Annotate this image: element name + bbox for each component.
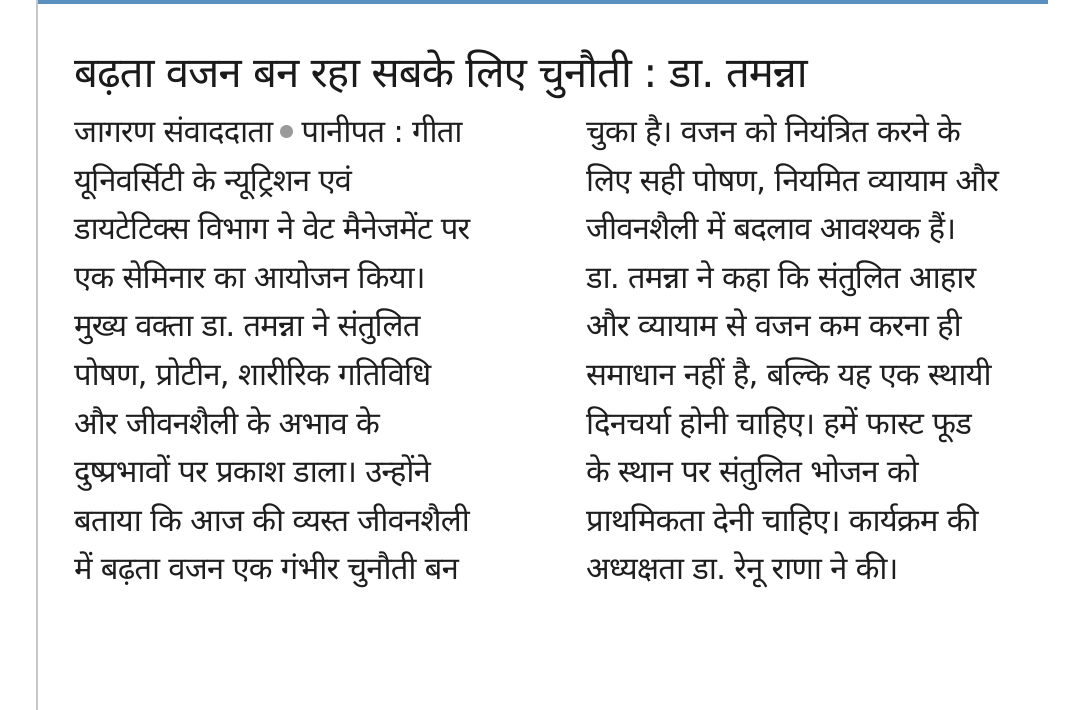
- bullet-dot-icon: [280, 125, 293, 138]
- body-text-line: डा. तमन्ना ने कहा कि संतुलित आहार: [586, 259, 976, 296]
- body-text-line: डायटेटिक्स विभाग ने वेट मैनेजमेंट पर: [74, 211, 470, 248]
- article-column-left: [74, 108, 544, 594]
- body-text-line: समाधान नहीं है, बल्कि यह एक स्थायी: [586, 356, 991, 393]
- body-text-line: बताया कि आज की व्यस्त जीवनशैली: [74, 502, 469, 539]
- body-text-line: दुष्प्रभावों पर प्रकाश डाला। उन्होंने: [74, 454, 430, 491]
- body-text-line: यूनिवर्सिटी के न्यूट्रिशन एवं: [74, 162, 352, 199]
- body-text-line: लिए सही पोषण, नियमित व्यायाम और: [586, 162, 999, 199]
- body-text-line: और व्यायाम से वजन कम करना ही: [586, 308, 961, 345]
- body-text-line: अध्यक्षता डा. रेनू राणा ने की।: [586, 551, 898, 588]
- byline-reporter: जागरण संवाददाता: [74, 114, 273, 150]
- body-text-line: जीवनशैली में बदलाव आवश्यक हैं।: [586, 211, 956, 248]
- headline: बढ़ता वजन बन रहा सबके लिए चुनौती : डा. तमन्ना: [74, 48, 807, 97]
- body-text-line: मुख्य वक्ता डा. तमन्ना ने संतुलित: [74, 308, 420, 345]
- body-text-line: एक सेमिनार का आयोजन किया।: [74, 259, 425, 296]
- body-text-line: चुका है। वजन को नियंत्रित करने के: [586, 114, 961, 150]
- byline-dateline: पानीपत : गीता: [301, 114, 462, 150]
- byline-line: [74, 108, 544, 157]
- body-text-line: पोषण, प्रोटीन, शारीरिक गतिविधि: [74, 356, 431, 393]
- body-text-line: और जीवनशैली के अभाव के: [74, 405, 379, 442]
- body-text-line: में बढ़ता वजन एक गंभीर चुनौती बन: [74, 551, 458, 588]
- left-border-rule: [36, 0, 38, 710]
- body-text-line: के स्थान पर संतुलित भोजन को: [586, 454, 918, 491]
- body-text-line: दिनचर्या होनी चाहिए। हमें फास्ट फूड: [586, 405, 971, 442]
- top-border-rule: [38, 0, 1048, 4]
- body-text-line: प्राथमिकता देनी चाहिए। कार्यक्रम की: [586, 502, 978, 539]
- article-column-right: [586, 108, 1046, 594]
